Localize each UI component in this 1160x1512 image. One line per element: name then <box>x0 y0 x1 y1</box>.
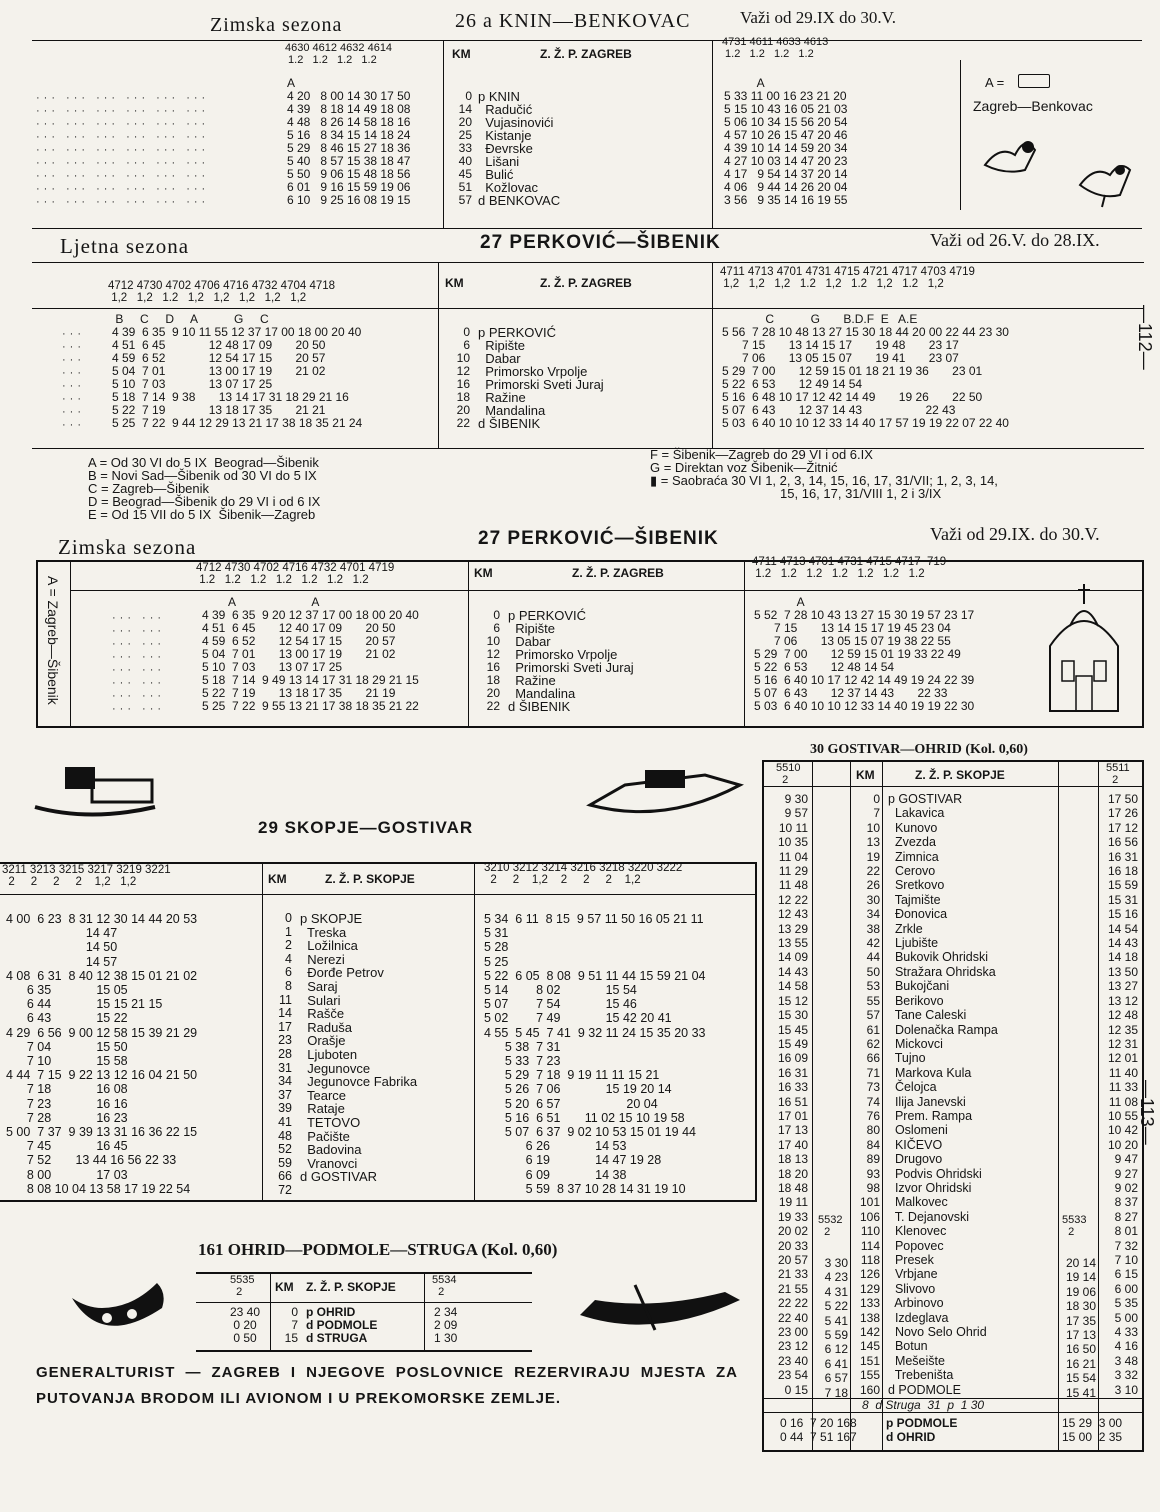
t30-train-left: 5510 2 <box>776 762 801 786</box>
t30-mid-right-times: 20 14 19 14 19 06 18 30 17 35 17 13 16 50 16 21 15 54 15 41 <box>1065 1256 1096 1400</box>
t27s-rule-top <box>32 262 1144 263</box>
t30-mid-left-times: 3 30 4 23 4 31 5 22 5 41 5 59 6 12 6 41 6 57 7 18 <box>824 1256 848 1400</box>
t27w-col-side <box>70 560 71 728</box>
t161-title: 161 OHRID—PODMOLE—STRUGA (Kol. 0,60) <box>198 1240 558 1259</box>
t26-km: 0 14 20 25 33 40 45 51 57 <box>458 89 472 207</box>
t30-mid-train-right: 5533 2 <box>1062 1214 1087 1238</box>
t26-note-a: A = <box>985 75 1005 90</box>
t27s-legend-right: F = Šibenik—Zagreb do 29 VI i od 6.IX G = Direktan voz Šibenik—Žitnić ▮ = Saobraća 30 VI 1, 2, 3, 14, 15, 16, 17, 31/VII; 1, 2, 3, 14, 15, 16, 17, 31/VIII 1, 2 i 3/IX <box>650 447 998 501</box>
t27s-dots-left: ··· ··· ··· ··· ··· ··· ··· ··· <box>62 328 85 431</box>
church-illustration <box>1030 576 1138 716</box>
t161-right-times: 2 34 2 09 1 30 <box>434 1305 458 1345</box>
t27s-km-label: KM <box>445 276 464 290</box>
t27w-rule-mid <box>70 590 1144 591</box>
t29-title: 29 SKOPJE—GOSTIVAR <box>258 818 474 837</box>
t26-dots-left: ··· ··· ··· ··· ··· ··· ··· ··· ··· ··· ··· ··· ··· ··· ··· ··· ··· ··· ··· ··· ··· ··· ··· ··· ··· ··· ··· ··· ··· ··· ··· ··· ··· ··· ··· ··· ··· ··· ··· ··· ··· ··· ··· ··· ··· ··· ··· ··· ··· ··· ··· ··· ··· ··· <box>36 92 210 208</box>
t27w-title: 27 PERKOVIĆ—ŠIBENIK <box>478 528 719 549</box>
t26-col-note <box>960 60 961 210</box>
generalturist-banner: GENERALTURIST — ZAGREB I NJEGOVE POSLOVNICE REZERVIRAJU MJESTA ZA PUTOVANJA BRODOM ILI AVIONOM I U PREKOMORSKE ZEMLJE. <box>36 1364 738 1407</box>
t29-trains-right: 3210 3212 3214 3216 3218 3220 3222 2 2 1,2 2 2 2 1,2 <box>484 862 683 886</box>
t161-km-label: KM <box>275 1280 294 1294</box>
t30-col-1 <box>812 760 813 1452</box>
t161-col-zzp <box>424 1272 425 1352</box>
t29-trains-left: 3211 3213 3215 3217 3219 3221 2 2 2 2 1,2 1,2 <box>2 864 171 888</box>
t26-rule-top <box>32 40 1142 41</box>
t30-rule-struga-bottom <box>762 1412 1144 1413</box>
t26-stations: p KNIN Radučić Vujasinovići Kistanje Đevrske Lišani Bulić Kožlovac d BENKOVAC <box>478 89 561 208</box>
t27w-zzp: Z. Ž. P. ZAGREB <box>572 566 664 580</box>
rowboat-illustration <box>575 1280 745 1340</box>
t29-km: 0 1 2 4 6 8 11 14 17 23 28 31 34 37 39 41 48 52 59 66 72 <box>278 911 292 1197</box>
t29-zzp: Z. Ž. P. SKOPJE <box>325 872 415 886</box>
page-number-113: —113— <box>1137 1080 1157 1145</box>
t30-left-times: 9 30 9 57 10 11 10 35 11 04 11 29 11 48 12 22 12 43 13 29 13 55 14 09 14 43 14 58 15 12 15 30 15 45 15 49 16 09 16 31 16 33 16 51 17 01 17 13 17 40 18 13 18 20 18 48 19 11 19 33 20 02 20 33 20 57 21 33 21 55 22 22 22 40 23 00 23 12 23 40 23 54 0 15 <box>777 792 808 1397</box>
t27w-side-note: A = Zagreb—Šibenik <box>45 576 61 705</box>
t161-km: 0 7 15 <box>284 1305 298 1345</box>
t27s-col-zzp <box>712 262 713 448</box>
t30-zzp: Z. Ž. P. SKOPJE <box>915 768 1005 782</box>
t27w-km: 0 6 10 12 16 18 20 22 <box>486 608 500 713</box>
t29-col-zzp <box>474 862 475 1202</box>
t161-stations: p OHRID d PODMOLE d STRUGA <box>306 1305 378 1345</box>
t27s-valid: Važi od 26.V. do 28.IX. <box>930 230 1100 250</box>
t27w-valid: Važi od 29.IX. do 30.V. <box>930 524 1100 544</box>
boat-house-illustration <box>30 762 160 822</box>
t30-final-left: 0 16 7 20 168 0 44 7 51 167 <box>780 1416 857 1444</box>
t29-col-km <box>262 862 263 1202</box>
t30-rule-mid <box>762 786 1144 787</box>
t27s-legend-left: A = Od 30 VI do 5 IX Beograd—Šibenik B = Novi Sad—Šibenik od 30 VI do 5 IX C = Zagreb—Šibenik D = Beograd—Šibenik do 29 VI i od 6 IX E = Od 15 VII do 5 IX Šibenik—Zagreb <box>88 455 321 522</box>
ship-illustration <box>585 765 745 825</box>
t27w-stations: p PERKOVIĆ Ripište Dabar Primorsko Vrpolje Primorski Sveti Juraj Ražine Mandalina d ŠIBENIK <box>508 608 634 714</box>
birds-illustration <box>970 125 1140 210</box>
t27s-left-times: B C D A G C 4 39 6 35 9 10 11 55 12 37 17 00 18 00 20 40 4 51 6 45 12 48 17 09 20 50 4 59 6 52 12 54 17 15 20 57 5 04 7 01 13 00 17 19 21 02 5 10 7 03 13 07 17 25 5 18 7 14 9 38 13 14 17 31 18 29 21 16 5 22 7 19 13 18 17 35 21 21 5 25 7 22 9 44 12 29 13 21 17 38 18 35 21 24 <box>112 312 363 430</box>
t30-col-km <box>850 760 851 1452</box>
t161-rule-mid <box>196 1302 532 1303</box>
t26-title: 26 a KNIN—BENKOVAC <box>455 10 691 32</box>
t26-trains-left: 4630 4612 4632 4614 1.2 1.2 1.2 1.2 <box>285 42 393 66</box>
t26-trains-right: 4731 4611 4633 4613 1.2 1.2 1.2 1.2 <box>722 36 829 60</box>
t26-right-times: A 5 33 11 00 16 23 21 20 5 15 10 43 16 05 21 03 5 06 10 34 15 56 20 54 4 57 10 26 15 47 20 46 4 39 10 14 14 59 20 34 4 27 10 03 14 47 20 23 4 17 9 54 14 37 20 14 4 06 9 44 14 26 20 04 3 56 9 35 14 16 19 55 <box>724 76 848 207</box>
t161-zzp: Z. Ž. P. SKOPJE <box>306 1280 396 1294</box>
t30-km-label: KM <box>856 768 875 782</box>
coach-icon <box>1018 74 1050 88</box>
t26-season: Zimska sezona <box>210 14 343 36</box>
t27s-rule-mid <box>32 308 1144 309</box>
t29-rule-mid <box>0 894 757 895</box>
t26-valid: Važi od 29.IX do 30.V. <box>740 8 896 27</box>
t27s-right-times: C G B.D.F E A.E 5 56 7 28 10 48 13 27 15 30 18 44 20 00 22 44 23 30 7 15 13 14 15 17 19 48 23 17 7 06 13 05 15 07 19 41 23 07 5 29 7 00 12 59 15 01 18 21 19 36 23 01 5 22 6 53 12 49 14 54 5 16 6 48 10 17 12 42 14 49 19 26 22 50 5 07 6 43 12 37 14 43 22 43 5 03 6 40 10 10 12 33 14 40 17 57 19 19 22 07 22 40 <box>722 312 1009 430</box>
t27w-season: Zimska sezona <box>58 535 197 559</box>
t27s-col-km <box>438 262 439 448</box>
t30-right-times: 17 50 17 26 17 12 16 56 16 31 16 18 15 59 15 31 15 16 14 54 14 43 14 18 13 50 13 27 13 12 12 48 12 35 12 31 12 01 11 40 11 33 11 08 10 55 10 42 10 20 9 47 9 27 9 02 8 37 8 27 8 01 7 32 7 10 6 15 6 00 5 35 5 00 4 33 4 16 3 48 3 32 3 10 <box>1107 792 1138 1397</box>
t27s-km: 0 6 10 12 16 18 20 22 <box>456 325 470 430</box>
t27w-col-km <box>468 560 469 728</box>
t30-title: 30 GOSTIVAR—OHRID (Kol. 0,60) <box>810 742 1028 757</box>
t30-train-right: 5511 2 <box>1106 762 1130 786</box>
t26-zzp: Z. Ž. P. ZAGREB <box>540 47 632 61</box>
t27s-stations: p PERKOVIĆ Ripište Dabar Primorsko Vrpolje Primorski Sveti Juraj Ražine Mandalina d ŠIBENIK <box>478 325 604 431</box>
t27s-trains-right: 4711 4713 4701 4731 4715 4721 4717 4703 4719 1,2 1,2 1,2 1.2 1,2 1.2 1,2 1.2 1,2 <box>720 266 975 290</box>
page-number-112: —112— <box>1135 305 1155 370</box>
t30-col-zzp <box>882 760 883 1452</box>
t26-rule-bottom <box>32 228 1142 229</box>
t27w-right-times: A 5 52 7 28 10 43 13 27 15 30 19 57 23 17 7 15 13 14 15 17 19 45 23 04 7 06 13 05 15 07 19 38 22 55 5 29 7 00 12 59 15 01 19 33 22 49 5 22 6 53 12 48 14 54 5 16 6 40 10 17 12 42 14 49 19 24 22 39 5 07 6 43 12 37 14 43 22 33 5 03 6 40 10 10 12 33 14 40 19 19 22 30 <box>754 595 975 713</box>
t26-col-zzp <box>712 40 713 228</box>
t26-left-times: A 4 20 8 00 14 30 17 50 4 39 8 18 14 49 18 08 4 48 8 26 14 58 18 16 5 16 8 34 15 14 18 24 5 29 8 46 15 27 18 36 5 40 8 57 15 38 18 47 5 50 9 06 15 48 18 56 6 01 9 16 15 59 19 06 6 10 9 25 16 08 19 15 <box>287 76 411 207</box>
t161-train-right: 5534 2 <box>432 1274 457 1298</box>
t30-struga-row: 8 d Struga 31 p 1 30 <box>862 1398 985 1412</box>
t27s-title: 27 PERKOVIĆ—ŠIBENIK <box>480 232 721 253</box>
t161-train-left: 5535 2 <box>230 1274 255 1298</box>
t30-stations: p GOSTIVAR Lakavica Kunovo Zvezda Zimnica Cerovo Sretkovo Tajmište Đonovica Zrkle Ljubište Bukovik Ohridski Stražara Ohridska Bukojčani Berikovo Tane Caleski Dolenačka Rampa Mickovci Tujno Markova Kula Čelojca Ilija Janevski Prem. Rampa Oslomeni KIČEVO Drugovo Podvis Ohridski Izvor Ohridski Malkovec T. Dejanovski Klenovec Popovec Presek Vrbjane Slivovo Arbinovo Izdeglava Novo Selo Ohrid Botun Mešeište Trebeništa d PODMOLE <box>888 792 998 1397</box>
t27w-dots-left: ··· ··· ··· ··· ··· ··· ··· ··· ··· ··· ··· ··· ··· ··· ··· ··· <box>112 612 166 715</box>
t27w-col-zzp <box>744 560 745 728</box>
t30-final-right: 15 29 3 00 15 00 2 35 <box>1062 1416 1123 1444</box>
t29-km-label: KM <box>268 872 287 886</box>
t29-left-times: 4 00 6 23 8 31 12 30 14 44 20 53 14 47 14 50 14 57 4 08 6 31 8 40 12 38 15 01 21 02 6 35 15 05 6 44 15 15 21 15 6 43 15 22 4 29 6 56 9 00 12 58 15 39 21 29 7 04 15 50 7 10 15 58 4 44 7 15 9 22 13 12 16 04 21 50 7 18 16 08 7 23 16 16 7 28 16 23 5 00 7 37 9 39 13 31 16 36 22 15 7 45 16 45 7 52 13 44 16 56 22 33 8 00 17 03 8 08 10 04 13 58 17 19 22 54 <box>6 912 198 1196</box>
t27w-trains-left: 4712 4730 4702 4716 4732 4701 4719 1.2 1.2 1.2 1.2 1.2 1.2 1.2 <box>196 562 395 586</box>
t161-left-times: 23 40 0 20 0 50 <box>230 1305 261 1345</box>
t29-right-times: 5 34 6 11 8 15 9 57 11 50 16 05 21 11 5 31 5 28 5 25 5 22 6 05 8 08 9 51 11 44 15 59 21 04 5 14 8 02 15 54 5 07 7 54 15 46 5 02 7 49 15 42 20 41 4 55 5 45 7 41 9 32 11 24 15 35 20 33 5 38 7 31 5 33 7 23 5 29 7 18 9 19 11 11 15 21 5 26 7 06 15 19 20 14 5 20 6 57 20 04 5 16 6 51 11 02 15 10 19 58 5 07 6 37 9 02 10 53 15 01 19 44 6 26 14 53 6 19 14 47 19 28 6 09 14 38 5 59 8 37 10 28 14 31 19 10 <box>484 912 706 1196</box>
t161-col-km <box>270 1272 271 1352</box>
t27s-zzp: Z. Ž. P. ZAGREB <box>540 276 632 290</box>
t27w-km-label: KM <box>474 566 493 580</box>
t27s-trains-left: 4712 4730 4702 4706 4716 4732 4704 4718 1,2 1,2 1.2 1,2 1,2 1,2 1,2 1,2 <box>108 280 336 304</box>
t30-km: 0 7 10 13 19 22 26 30 34 38 42 44 50 53 55 57 61 62 66 71 73 74 76 80 84 89 93 98 101 106 110 114 118 126 129 133 138 142 145 151 155 160 <box>859 792 880 1397</box>
t27s-season: Ljetna sezona <box>60 234 190 258</box>
t29-stations: p SKOPJE Treska Ložilnica Nerezi Đorđe Petrov Saraj Sulari Rašče Raduša Orašje Ljuboten Jegunovce Jegunovce Fabrika Tearce Rataje TETOVO Pačište Badovina Vranovci d GOSTIVAR <box>300 911 418 1185</box>
t26-note-route: Zagreb—Benkovac <box>973 98 1093 114</box>
t26-col-km <box>443 40 444 228</box>
t27w-trains-right: 4711 4713 4701 4731 4715 4717 719 1.2 1.2 1.2 1.2 1.2 1.2 1.2 <box>752 556 947 580</box>
t30-final-stations: p PODMOLE d OHRID <box>886 1416 958 1444</box>
fish-illustration <box>62 1278 182 1348</box>
t26-km-label: KM <box>452 47 471 61</box>
t27w-left-times: A A 4 39 6 35 9 20 12 37 17 00 18 00 20 40 4 51 6 45 12 40 17 09 20 50 4 59 6 52 12 54 17 15 20 57 5 04 7 01 13 00 17 19 21 02 5 10 7 03 13 07 17 25 5 18 7 14 9 49 13 14 17 31 18 29 21 15 5 22 7 19 13 18 17 35 21 19 5 25 7 22 9 55 13 21 17 38 18 35 21 22 <box>202 595 419 713</box>
t30-mid-train-left: 5532 2 <box>818 1214 843 1238</box>
